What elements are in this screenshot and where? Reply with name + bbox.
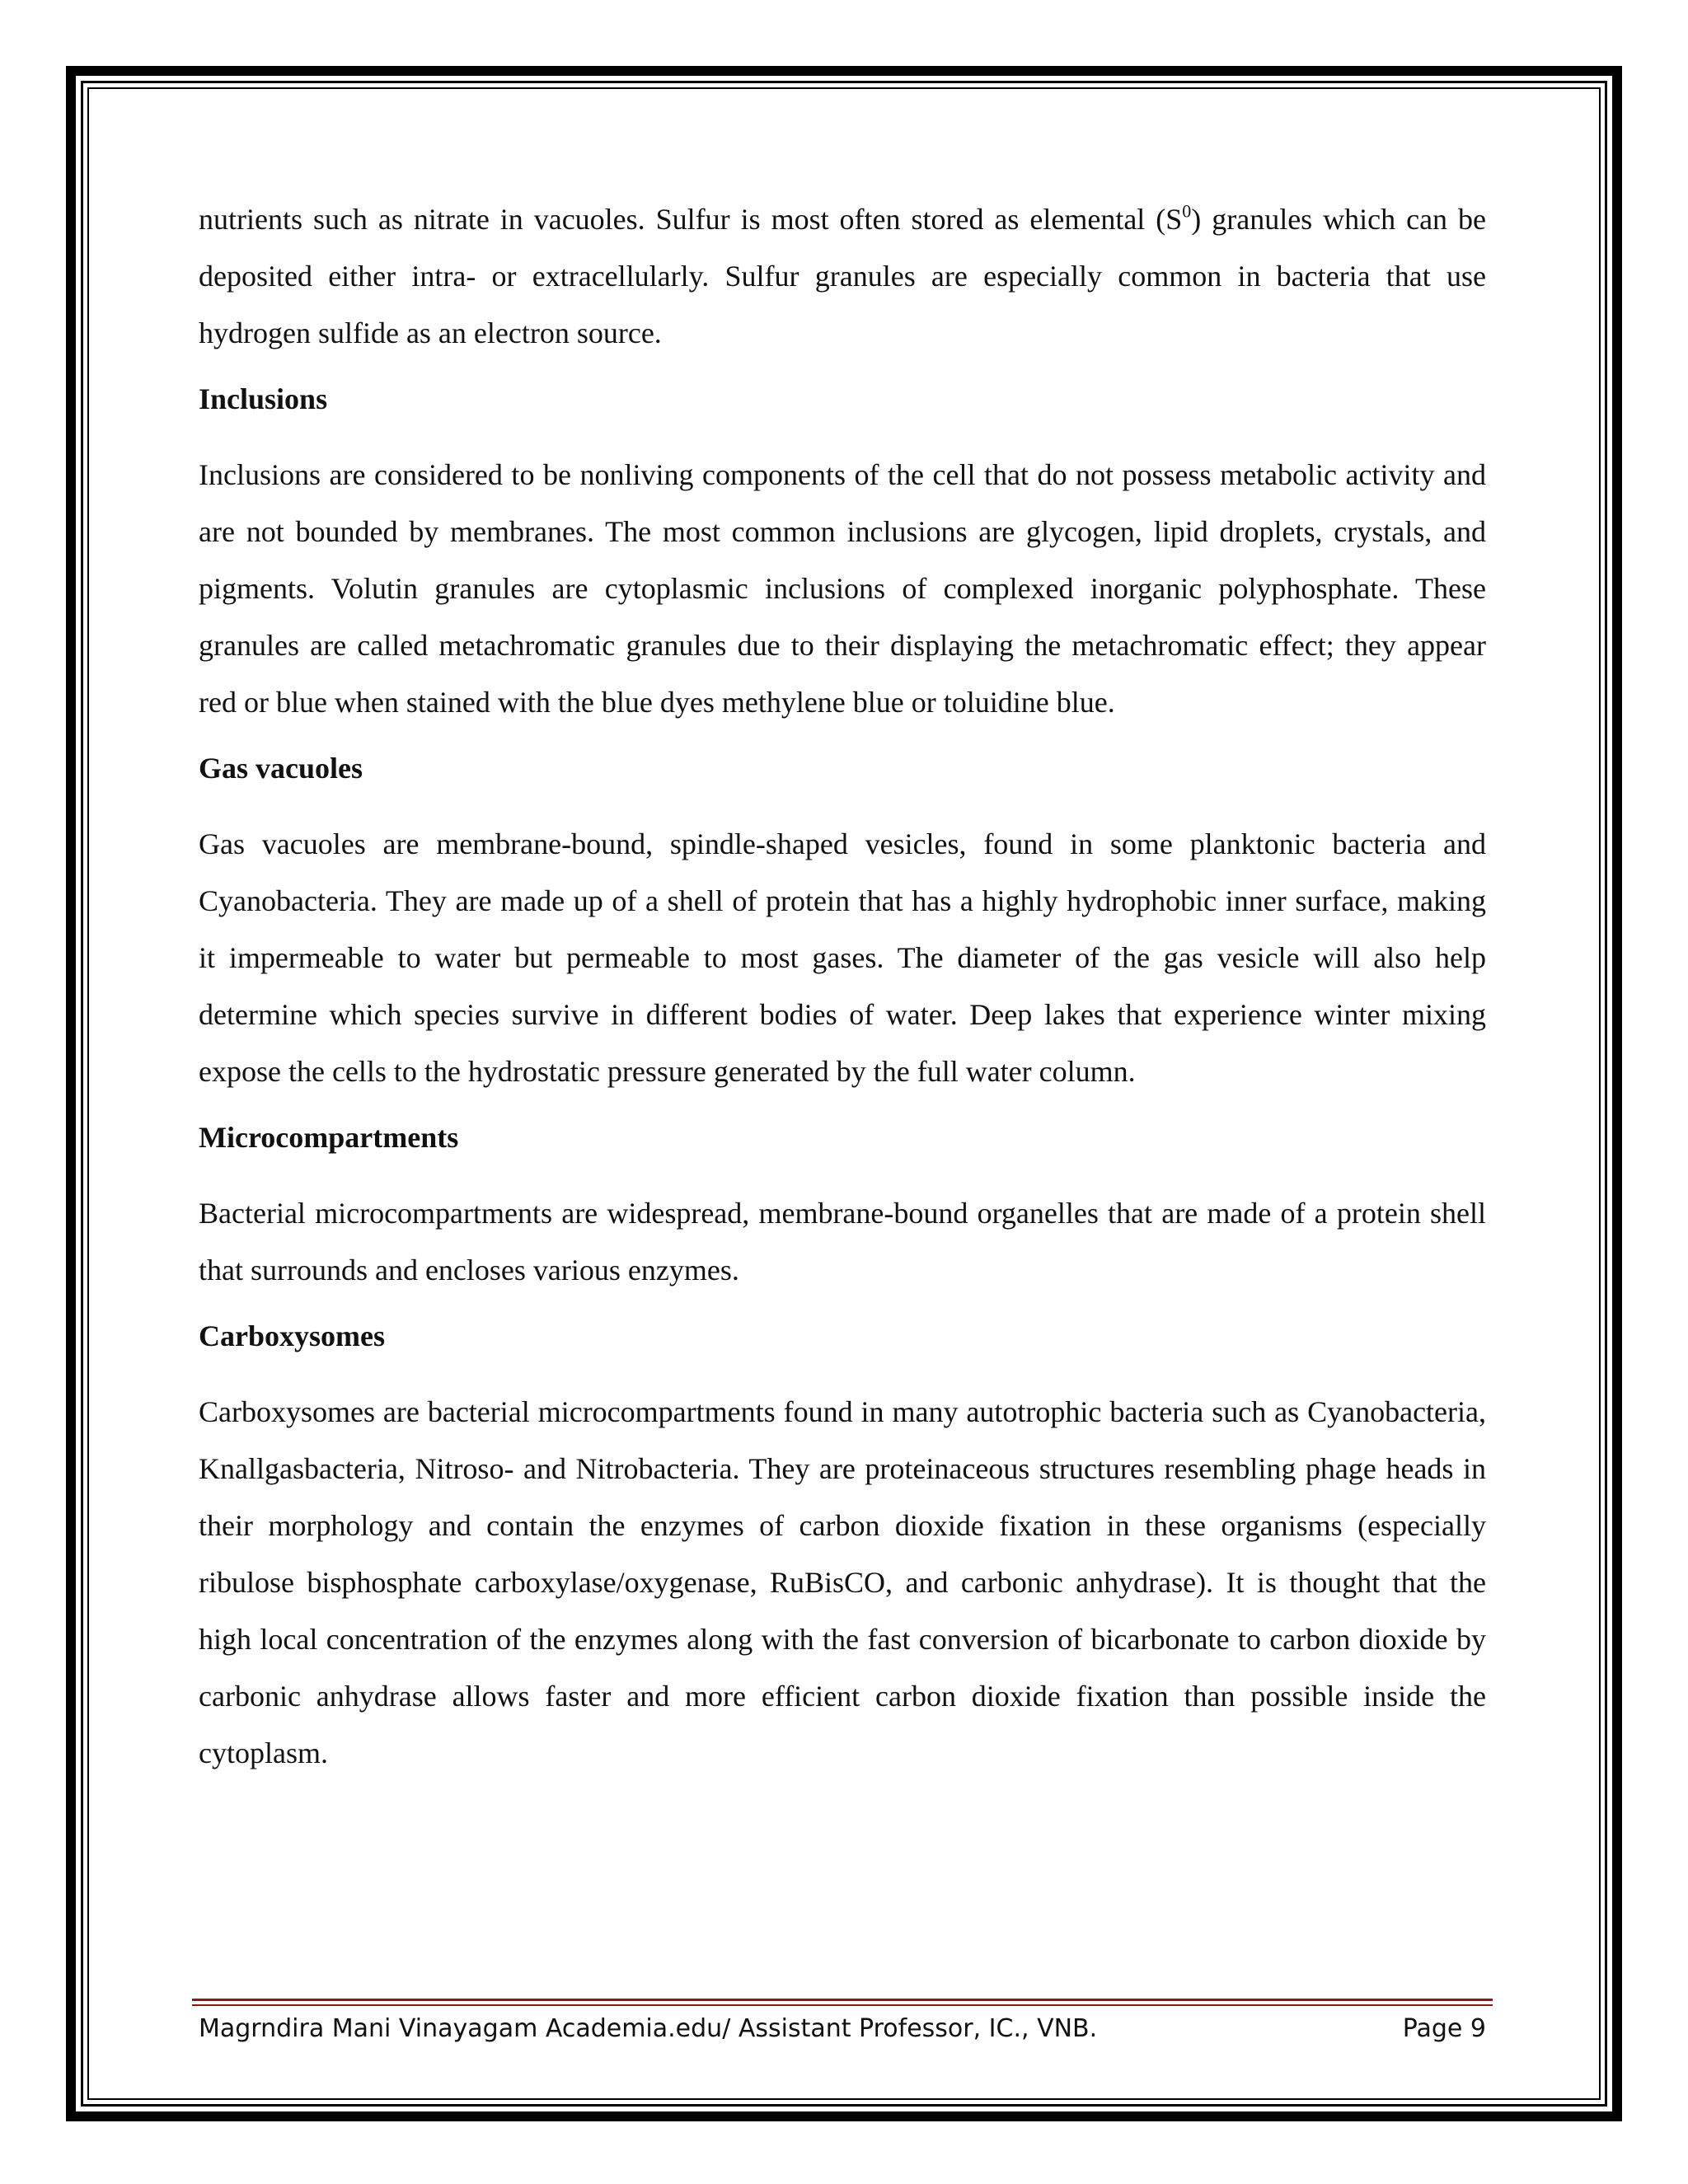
heading-inclusions: Inclusions xyxy=(199,382,328,415)
heading-carboxysomes: Carboxysomes xyxy=(199,1319,385,1352)
footer-divider-thick xyxy=(192,1999,1493,2001)
sulfur-superscript: 0 xyxy=(1182,200,1192,222)
heading-gas-vacuoles: Gas vacuoles xyxy=(199,752,363,785)
paragraph-microcompartments: Bacterial microcompartments are widespread, membrane-bound organelles that are made of a protein shell that surrounds and encloses various enzymes. xyxy=(199,1197,1486,1286)
footer-page-number: Page 9 xyxy=(1402,2014,1486,2043)
paragraph-carboxysomes: Carboxysomes are bacterial microcompartments found in many autotrophic bacteria such as Cyanobacteria, Knallgasbacteria, Nitroso- and Nitrobacteria. They are proteinaceous structures resembling phage heads in their morphology and contain the enzymes of carbon dioxide fixation in these organisms (especially ribulose bisphosphate carboxylase/oxygenase, RuBisCO, and carbonic anhydrase). It is thought that the high local concentration of the enzymes along with the fast conversion of bicarbonate to carbon dioxide by carbonic anhydrase allows faster and more efficient carbon dioxide fixation than possible inside the cytoplasm. xyxy=(199,1395,1486,1769)
heading-microcompartments: Microcompartments xyxy=(199,1121,459,1154)
intro-paragraph xyxy=(199,191,1486,362)
paragraph-gas-vacuoles: Gas vacuoles are membrane-bound, spindle-shaped vesicles, found in some planktonic bacteria and Cyanobacteria. They are made up of a shell of protein that has a highly hydrophobic inner surface, making it impermeable to water but permeable to most gases. The diameter of the gas vesicle will also help determine which species survive in different bodies of water. Deep lakes that experience winter mixing expose the cells to the hydrostatic pressure generated by the full water column. xyxy=(199,827,1486,1088)
page-footer xyxy=(199,2011,1486,2047)
intro-text-after-superscript: ) granules which can be deposited either intra- or extracellularly. Sulfur granules are especially common in bacteria that use hydrogen sulfide as an electron source. xyxy=(199,203,1486,349)
intro-text-before-superscript: nutrients such as nitrate in vacuoles. Sulfur is most often stored as elemental (S xyxy=(199,203,1183,236)
page-content xyxy=(199,191,1486,1799)
footer-divider-thin xyxy=(192,2004,1493,2006)
footer-author-text: Magrndira Mani Vinayagam Academia.edu/ Assistant Professor, IC., VNB. xyxy=(199,2014,1098,2043)
paragraph-inclusions: Inclusions are considered to be nonliving components of the cell that do not possess metabolic activity and are not bounded by membranes. The most common inclusions are glycogen, lipid droplets, crystals, and pigments. Volutin granules are cytoplasmic inclusions of complexed inorganic polyphosphate. These granules are called metachromatic granules due to their displaying the metachromatic effect; they appear red or blue when stained with the blue dyes methylene blue or toluidine blue. xyxy=(199,458,1486,719)
